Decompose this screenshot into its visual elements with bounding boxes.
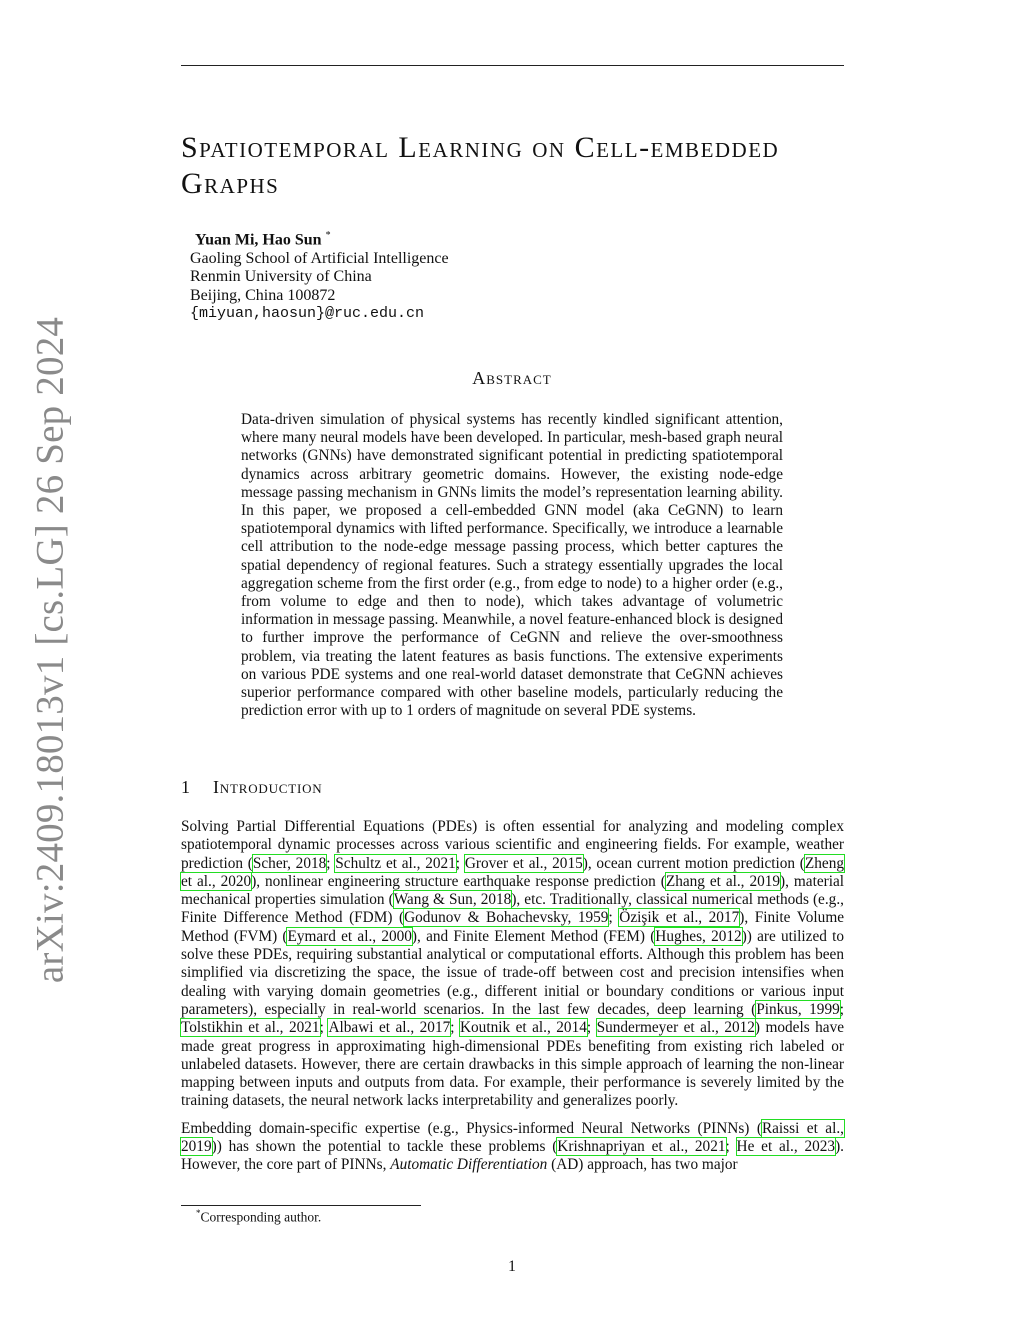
introduction-body bbox=[181, 818, 844, 1184]
footnote bbox=[196, 1208, 321, 1226]
citation-link[interactable]: Zheng et al., 2020 bbox=[181, 854, 844, 890]
citation-link[interactable]: Raissi et al., 2019 bbox=[181, 1119, 844, 1156]
footnote-marker: * bbox=[196, 1208, 201, 1218]
affiliation-1: Gaoling School of Artificial Intelligence bbox=[190, 249, 449, 267]
citation-link[interactable]: Hughes, 2012 bbox=[655, 927, 742, 945]
author-block bbox=[190, 227, 690, 324]
author-names: Yuan Mi, Hao Sun * bbox=[195, 230, 331, 249]
citation-link[interactable]: Krishnapriyan et al., 2021 bbox=[557, 1138, 726, 1156]
citation-link[interactable]: Godunov & Bohachevsky, 1959 bbox=[404, 909, 609, 927]
section-title: Introduction bbox=[213, 777, 323, 797]
section-number: 1 bbox=[181, 777, 191, 797]
corresponding-marker: * bbox=[325, 230, 331, 241]
top-rule bbox=[181, 65, 844, 66]
affiliation-2: Renmin University of China bbox=[190, 268, 372, 286]
footnote-rule bbox=[181, 1205, 421, 1206]
author-email: {miyuan,haosun}@ruc.edu.cn bbox=[190, 305, 425, 323]
paper-title: Spatiotemporal Learning on Cell-embedded Graphs bbox=[181, 131, 780, 200]
citation-link[interactable]: Koutnik et al., 2014 bbox=[459, 1019, 587, 1037]
arxiv-id: arXiv:2409.18013v1 [cs.LG] 26 Sep 2024 bbox=[28, 316, 72, 984]
citation-link[interactable]: Grover et al., 2015 bbox=[464, 854, 583, 872]
citation-link[interactable]: Scher, 2018 bbox=[252, 854, 327, 872]
abstract-text: Data-driven simulation of physical systems has recently kindled significant attention, where many neural models have been developed. In particular, mesh-based graph neural networks (GNNs) have demonstrated significant potential in predicting spatiotemporal dynamics across arbitrary geometric domains. However, the existing node-edge message passing mechanism in GNNs limits the model’s representation learning ability. In this paper, we proposed a cell-embedded GNN model (aka CeGNN) to learn spatiotemporal dynamics with lifted performance. Specifically, we introduce a learnable cell attribution to the node-edge message passing process, which better captures the spatial dependency of regional features. Such a strategy essentially upgrades the local aggregation scheme from the first order (e.g., from edge to node) to a higher order (e.g., from volume to edge and then to node), which takes advantage of volumetric information in message passing. Meanwhile, a novel feature-enhanced block is designed to further improve the performance of CeGNN and relieve the over-smoothness problem, via treating the latent features as basis functions. The extensive experiments on various PDE systems and one real-world dataset demonstrate that CeGNN achieves superior performance compared with other baseline models, particularly reducing the prediction error with up to 1 orders of magnitude on several PDE systems. bbox=[241, 411, 783, 720]
citation-link[interactable]: Sundermeyer et al., 2012 bbox=[596, 1019, 755, 1037]
citation-link[interactable]: Schultz et al., 2021 bbox=[335, 854, 456, 872]
arxiv-stamp bbox=[0, 0, 100, 1325]
citation-link[interactable]: Zhang et al., 2019 bbox=[665, 872, 781, 890]
footnote-text: Corresponding author. bbox=[200, 1209, 322, 1225]
citation-link[interactable]: Eymard et al., 2000 bbox=[287, 927, 412, 945]
emphasis: Automatic Differentiation bbox=[390, 1156, 548, 1174]
citation-link[interactable]: He et al., 2023 bbox=[736, 1138, 836, 1156]
citation-link[interactable]: Wang & Sun, 2018 bbox=[393, 891, 512, 909]
paragraph-1: Solving Partial Differential Equations (PDEs) is often essential for analyzing and modeling complex spatiotemporal dynamic processes across various scientific and engineering fields. For example, weather prediction (Scher, 2018; Schultz et al., 2021; Grover et al., 2015), ocean current motion prediction (Zheng et al., 2020), nonlinear engineering structure earthquake response prediction (Zhang et al., 2019), material mechanical properties simulation (Wang & Sun, 2018), etc. Traditionally, classical numerical methods (e.g., Finite Difference Method (FDM) (Godunov & Bohachevsky, 1959; Özişik et al., 2017), Finite Volume Method (FVM) (Eymard et al., 2000), and Finite Element Method (FEM) (Hughes, 2012)) are utilized to solve these PDEs, requiring substantial analytical or computational efforts. Although this problem has been simplified via discretizing the space, the issue of trade-off between cost and precision intensifies when dealing with varying domain geometries (e.g., different initial or boundary conditions or various input parameters), especially in real-world scenarios. In the last few decades, deep learning (Pinkus, 1999; Tolstikhin et al., 2021; Albawi et al., 2017; Koutnik et al., 2014; Sundermeyer et al., 2012) models have made great progress in approximating high-dimensional PDEs benefiting from existing rich labeled or unlabeled datasets. However, there are certain drawbacks in this simple approach of learning the non-linear mapping between inputs and outputs from data. For example, their performance is severely limited by the training datasets, the neural network lacks interpretability and generalizes poorly. bbox=[181, 818, 845, 1110]
page-number: 1 bbox=[508, 1258, 516, 1275]
citation-link[interactable]: Pinkus, 1999 bbox=[756, 1000, 840, 1018]
abstract-heading: Abstract bbox=[472, 368, 552, 388]
citation-link[interactable]: Tolstikhin et al., 2021 bbox=[181, 1019, 320, 1037]
section-heading-introduction bbox=[181, 777, 322, 798]
paragraph-2: Embedding domain-specific expertise (e.g., Physics-informed Neural Networks (PINNs) (Raissi et al., 2019)) has shown the potential to tackle these problems (Krishnapriyan et al., 2021; He et al., 2023). However, the core part of PINNs, Automatic Differentiation (AD) approach, has two major bbox=[181, 1119, 844, 1174]
address: Beijing, China 100872 bbox=[190, 286, 336, 304]
citation-link[interactable]: Özişik et al., 2017 bbox=[619, 909, 740, 927]
citation-link[interactable]: Albawi et al., 2017 bbox=[328, 1019, 451, 1037]
